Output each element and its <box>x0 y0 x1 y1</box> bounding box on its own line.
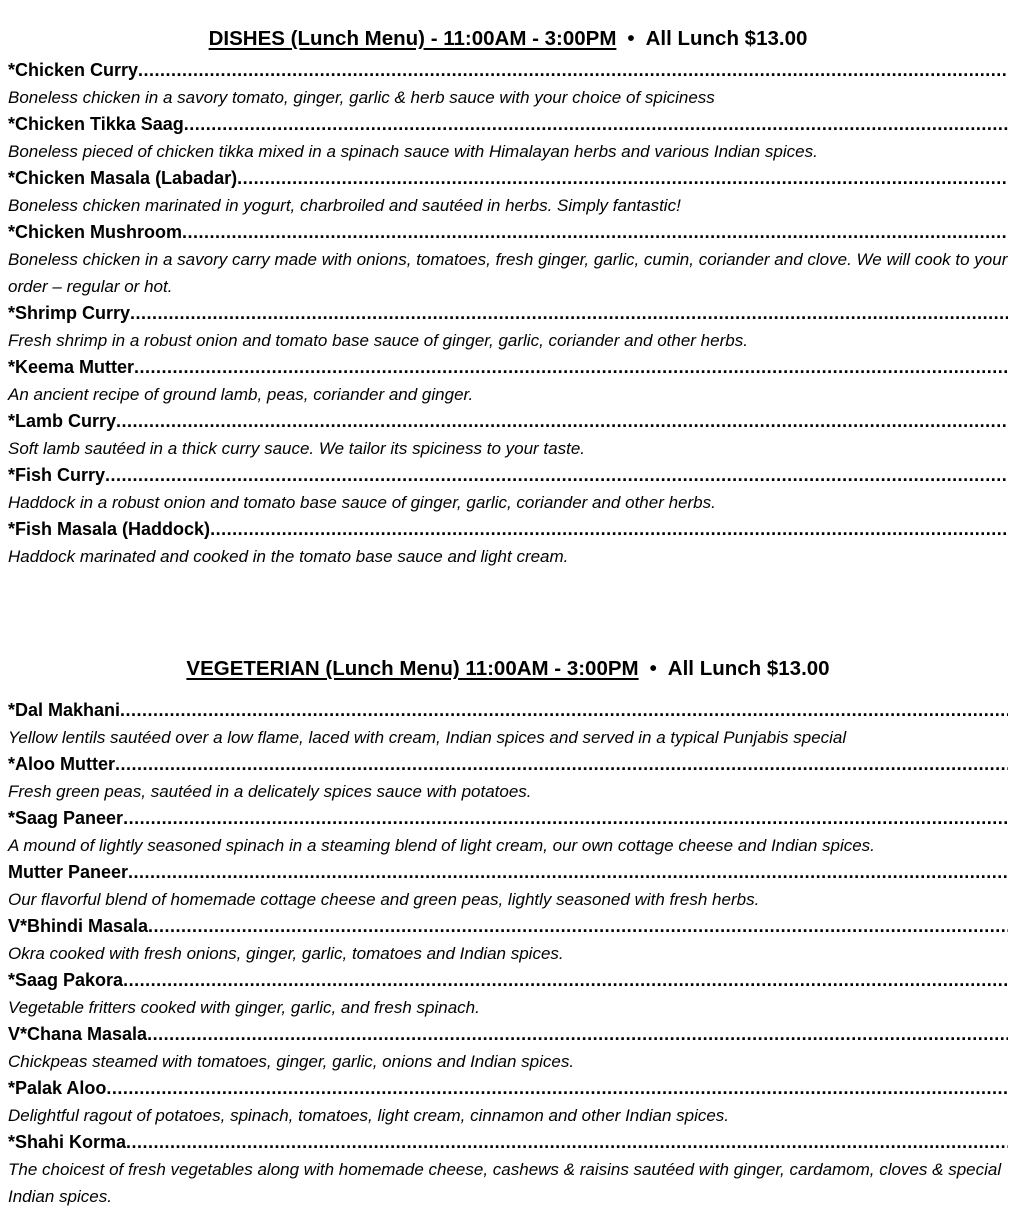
menu-item-list <box>8 57 1008 570</box>
dot-leader <box>128 859 1008 886</box>
dot-leader <box>184 111 1008 138</box>
menu-item <box>8 219 1008 300</box>
menu-item-name-row <box>8 354 1008 381</box>
menu-item-name: V*Chana Masala <box>8 1024 148 1044</box>
menu-item-name: *Saag Pakora <box>8 970 124 990</box>
menu-item-description: Fresh green peas, sautéed in a delicately spices sauce with potatoes. <box>8 782 532 801</box>
dot-leader <box>123 967 1008 994</box>
menu-item <box>8 111 1008 165</box>
menu-item <box>8 57 1008 111</box>
dot-leader <box>105 462 1008 489</box>
section-title-main: VEGETERIAN (Lunch Menu) 11:00AM - 3:00PM <box>186 657 639 680</box>
menu-item-name-row <box>8 1129 1008 1156</box>
menu-item-name-row <box>8 300 1008 327</box>
menu-item <box>8 165 1008 219</box>
menu-section <box>8 26 1008 570</box>
menu-item-description: A mound of lightly seasoned spinach in a steaming blend of light cream, our own cottage cheese and Indian spices. <box>8 836 875 855</box>
menu-item-name: Mutter Paneer <box>8 862 129 882</box>
menu-item <box>8 300 1008 354</box>
menu-item <box>8 1075 1008 1129</box>
dot-leader <box>123 805 1008 832</box>
menu-item-name-row <box>8 1075 1008 1102</box>
menu-item-name: *Fish Curry <box>8 465 106 485</box>
dot-leader <box>115 751 1008 778</box>
dot-leader <box>138 57 1008 84</box>
menu-item-name-row <box>8 165 1008 192</box>
menu-item-description: Boneless pieced of chicken tikka mixed in a spinach sauce with Himalayan herbs and various Indian spices. <box>8 142 818 161</box>
menu-item <box>8 751 1008 805</box>
menu-item-name-row <box>8 805 1008 832</box>
menu-item-description: An ancient recipe of ground lamb, peas, coriander and ginger. <box>8 385 474 404</box>
menu-item <box>8 516 1008 570</box>
section-title-bullet: • <box>649 657 657 680</box>
menu-item-description: Haddock marinated and cooked in the tomato base sauce and light cream. <box>8 547 569 566</box>
menu-item-name: *Dal Makhani <box>8 700 121 720</box>
section-title <box>8 26 1008 52</box>
dot-leader <box>126 1129 1008 1156</box>
dot-leader <box>134 354 1008 381</box>
menu-item <box>8 967 1008 1021</box>
menu-item-name-row <box>8 516 1008 543</box>
dot-leader <box>106 1075 1008 1102</box>
menu-item-description: Boneless chicken marinated in yogurt, charbroiled and sautéed in herbs. Simply fantastic! <box>8 196 681 215</box>
menu-item-description: Boneless chicken in a savory tomato, ginger, garlic & herb sauce with your choice of spiciness <box>8 88 715 107</box>
menu-item-description: Vegetable fritters cooked with ginger, garlic, and fresh spinach. <box>8 998 480 1017</box>
menu-item-name: *Lamb Curry <box>8 411 117 431</box>
dot-leader <box>182 219 1008 246</box>
section-title-main: DISHES (Lunch Menu) - 11:00AM - 3:00PM <box>208 27 617 50</box>
menu-item-name-row <box>8 1021 1008 1048</box>
menu-item-name: *Chicken Masala (Labadar) <box>8 168 238 188</box>
menu-item <box>8 805 1008 859</box>
menu-item-name: *Shahi Korma <box>8 1132 127 1152</box>
menu-item-name: *Keema Mutter <box>8 357 135 377</box>
menu-item-name: *Aloo Mutter <box>8 754 115 774</box>
menu-item-name: *Fish Masala (Haddock) <box>8 519 211 539</box>
menu-item-description: Fresh shrimp in a robust onion and tomato base sauce of ginger, garlic, coriander and other herbs. <box>8 331 748 350</box>
menu-item-name-row <box>8 111 1008 138</box>
menu-item <box>8 859 1008 913</box>
menu-item-description: Chickpeas steamed with tomatoes, ginger, garlic, onions and Indian spices. <box>8 1052 575 1071</box>
dot-leader <box>148 913 1008 940</box>
menu-item-name-row <box>8 751 1008 778</box>
menu-item-description: Okra cooked with fresh onions, ginger, garlic, tomatoes and Indian spices. <box>8 944 564 963</box>
dot-leader <box>116 408 1008 435</box>
menu-item <box>8 354 1008 408</box>
menu-item-description: The choicest of fresh vegetables along with homemade cheese, cashews & raisins sautéed with ginger, cardamom, cloves & special Indian spices. <box>8 1160 1002 1206</box>
menu-item-name-row <box>8 697 1008 724</box>
menu-item-name: *Palak Aloo <box>8 1078 107 1098</box>
menu-item-name: *Shrimp Curry <box>8 303 131 323</box>
menu-item-description: Yellow lentils sautéed over a low flame, laced with cream, Indian spices and served in a typical Punjabis special <box>8 728 847 747</box>
menu-item-list <box>8 697 1008 1210</box>
menu-item-name-row <box>8 913 1008 940</box>
menu-item-name: *Saag Paneer <box>8 808 124 828</box>
menu-item-name-row <box>8 967 1008 994</box>
menu-item-name-row <box>8 219 1008 246</box>
section-title-price: All Lunch $13.00 <box>645 27 808 50</box>
section-title-bullet: • <box>627 27 635 50</box>
menu-item-description: Soft lamb sautéed in a thick curry sauce. We tailor its spiciness to your taste. <box>8 439 585 458</box>
dot-leader <box>130 300 1008 327</box>
menu-item-name-row <box>8 462 1008 489</box>
menu-item-name: *Chicken Tikka Saag <box>8 114 184 134</box>
dot-leader <box>147 1021 1008 1048</box>
menu-item-name: *Chicken Mushroom <box>8 222 183 242</box>
menu-item <box>8 408 1008 462</box>
menu-item-description: Our flavorful blend of homemade cottage cheese and green peas, lightly seasoned with fresh herbs. <box>8 890 760 909</box>
dot-leader <box>210 516 1008 543</box>
menu-item <box>8 462 1008 516</box>
menu-item-description: Haddock in a robust onion and tomato base sauce of ginger, garlic, coriander and other herbs. <box>8 493 716 512</box>
menu-item-name-row <box>8 57 1008 84</box>
section-title <box>8 656 1008 682</box>
menu-item-name-row <box>8 408 1008 435</box>
dot-leader <box>237 165 1008 192</box>
menu-item-name: *Chicken Curry <box>8 60 139 80</box>
menu-item-description: Boneless chicken in a savory carry made with onions, tomatoes, fresh ginger, garlic, cumin, coriander and clove. We will cook to your order – regular or hot. <box>8 250 1008 296</box>
menu-item <box>8 1021 1008 1075</box>
menu-item-name: V*Bhindi Masala <box>8 916 149 936</box>
menu-section <box>8 656 1008 1210</box>
menu-item-name-row <box>8 859 1008 886</box>
menu-item <box>8 913 1008 967</box>
menu-item <box>8 1129 1008 1210</box>
dot-leader <box>120 697 1008 724</box>
menu-item <box>8 697 1008 751</box>
menu-item-description: Delightful ragout of potatoes, spinach, tomatoes, light cream, cinnamon and other Indian spices. <box>8 1106 730 1125</box>
section-title-price: All Lunch $13.00 <box>667 657 830 680</box>
